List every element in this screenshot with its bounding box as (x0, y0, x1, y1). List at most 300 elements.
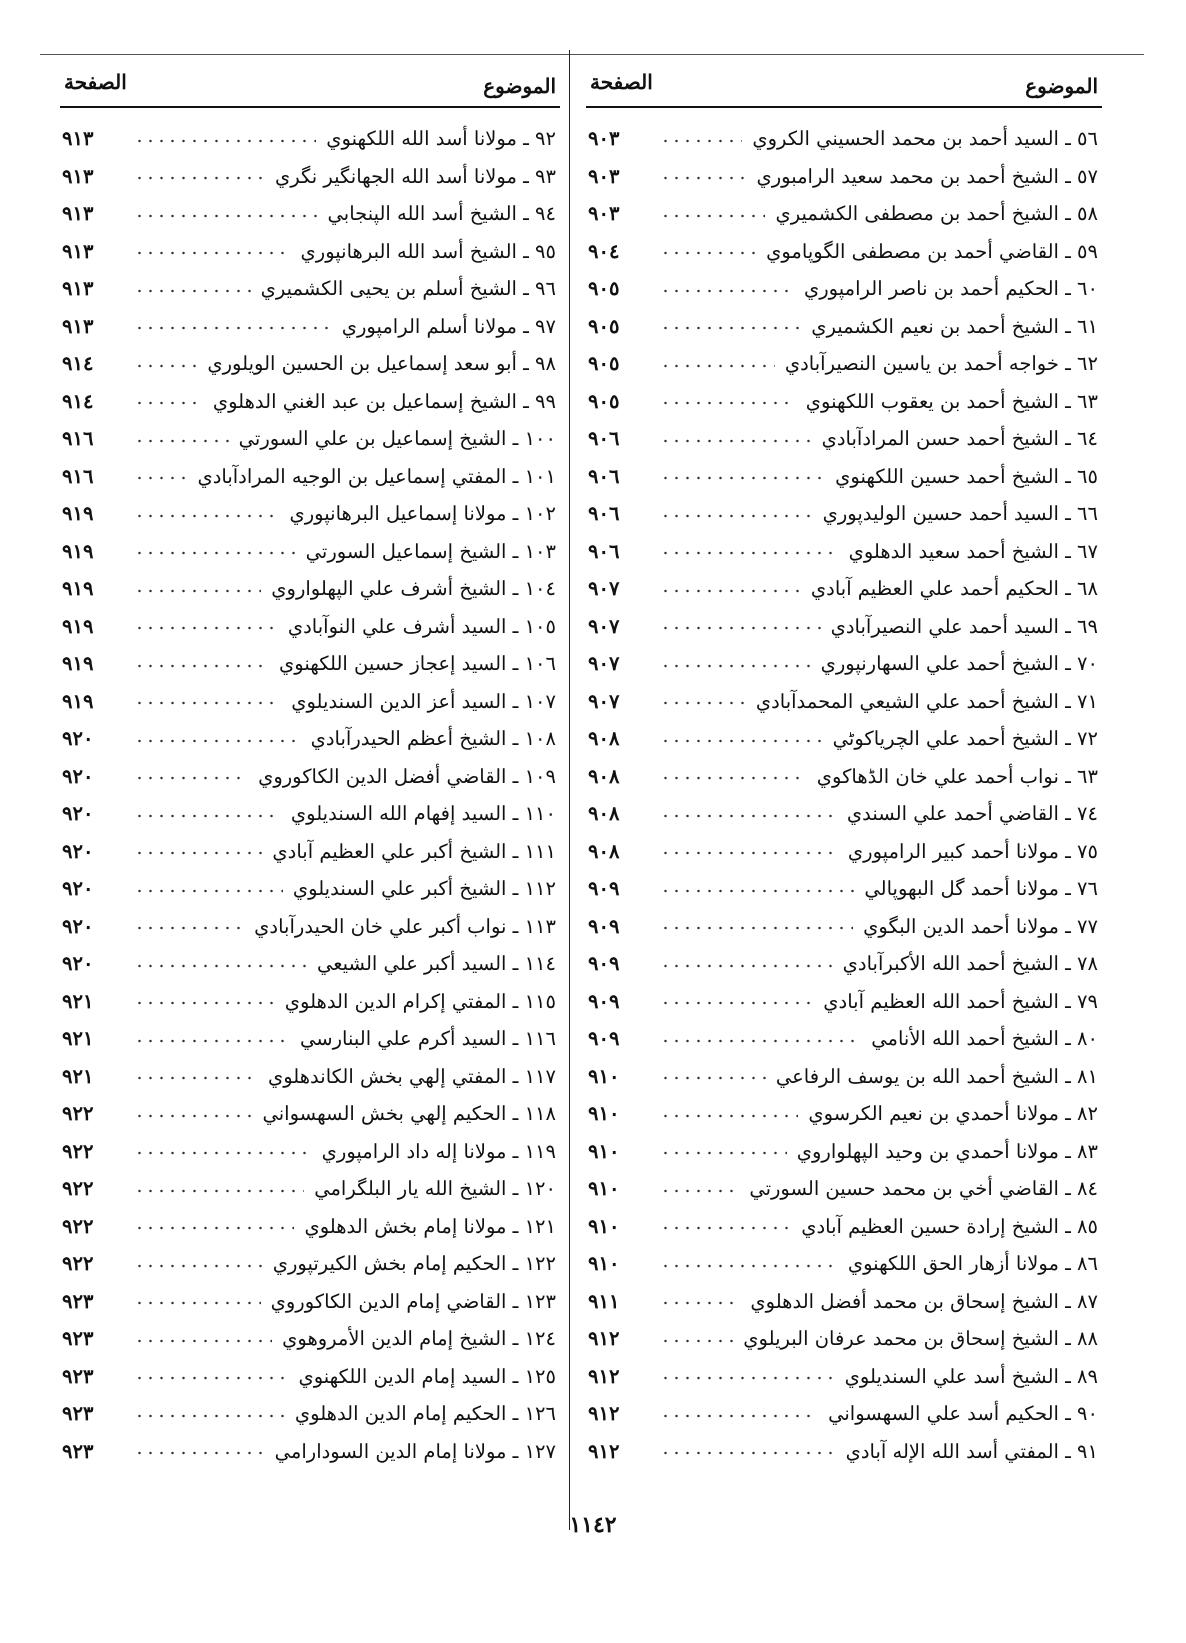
dot-leader (660, 809, 837, 823)
entry-page-number: ٩٢٠ (62, 764, 94, 788)
dot-leader (660, 1146, 787, 1160)
dot-leader (660, 734, 823, 748)
entry-title: ١٢٤ ـ الشيخ إمام الدين الأمروهوي (282, 1327, 556, 1351)
entry-title: ٧٤ ـ القاضي أحمد علي السندي (846, 802, 1098, 826)
entry-title: ٥٨ ـ الشيخ أحمد بن مصطفى الكشميري (775, 202, 1098, 226)
dot-leader (660, 1109, 798, 1123)
index-entry (60, 345, 560, 383)
index-entry (586, 870, 1102, 908)
entry-title: ٨٤ ـ القاضي أخي بن محمد حسين السورتي (749, 1177, 1098, 1201)
dot-leader (660, 1296, 740, 1310)
entry-page-number: ٩٠٥ (588, 277, 620, 301)
dot-leader (134, 509, 280, 523)
dot-leader (134, 1184, 304, 1198)
entry-title: ٨١ ـ الشيخ أحمد الله بن يوسف الرفاعي (775, 1064, 1098, 1088)
entry-title: ٩٢ ـ مولانا أسد الله اللكهنوي (326, 127, 556, 151)
entry-title: ٧٩ ـ الشيخ أحمد الله العظيم آبادي (823, 989, 1098, 1013)
right-entry-list (586, 108, 1102, 1470)
index-entry (60, 683, 560, 721)
entry-page-number: ٩١٠ (588, 1252, 620, 1276)
index-entry (586, 158, 1102, 196)
entry-title: ١٠٤ ـ الشيخ أشرف علي الپهلواروي (271, 577, 556, 601)
index-entry (586, 1058, 1102, 1096)
entry-page-number: ٩٢٠ (62, 839, 94, 863)
dot-leader (660, 1221, 791, 1235)
topic-heading: الموضوع (1025, 74, 1098, 98)
dot-leader (660, 246, 756, 260)
index-entry (60, 308, 560, 346)
dot-leader (660, 284, 794, 298)
entry-page-number: ٩٢٢ (62, 1252, 94, 1276)
entry-title: ٥٩ ـ القاضي أحمد بن مصطفى الگوپاموي (766, 239, 1098, 263)
entry-page-number: ٩٢٣ (62, 1327, 94, 1351)
index-entry (586, 1208, 1102, 1246)
entry-page-number: ٩١٩ (62, 502, 94, 526)
index-entry (586, 833, 1102, 871)
dot-leader (660, 771, 807, 785)
page-number: ١١٤٢ (569, 1512, 617, 1538)
left-entry-list (60, 108, 560, 1470)
entry-page-number: ٩١٦ (62, 427, 94, 451)
entry-page-number: ٩١٣ (62, 202, 94, 226)
index-entry (586, 570, 1102, 608)
entry-title: ٨٩ ـ الشيخ أسد علي السنديلوي (844, 1364, 1098, 1388)
index-entry (60, 233, 560, 271)
dot-leader (134, 621, 278, 635)
entry-page-number: ٩٢٠ (62, 877, 94, 901)
page-heading: الصفحة (64, 70, 127, 94)
entry-page-number: ٩٠٧ (588, 577, 620, 601)
index-entry (586, 1358, 1102, 1396)
entry-title: ١٠٧ ـ السيد أعز الدين السنديلوي (291, 689, 556, 713)
dot-leader (660, 1446, 836, 1460)
entry-page-number: ٩٠٤ (588, 239, 620, 263)
dot-leader (134, 959, 307, 973)
dot-leader (134, 1446, 265, 1460)
entry-title: ٨٧ ـ الشيخ إسحاق بن محمد أفضل الدهلوي (750, 1289, 1098, 1313)
left-column (60, 62, 560, 1470)
index-entry (60, 1208, 560, 1246)
entry-page-number: ٩٢٣ (62, 1364, 94, 1388)
dot-leader (660, 846, 838, 860)
entry-title: ٦٨ ـ الحكيم أحمد علي العظيم آبادي (810, 577, 1098, 601)
entry-page-number: ٩١٩ (62, 652, 94, 676)
dot-leader (134, 284, 251, 298)
index-entry (60, 458, 560, 496)
dot-leader (134, 434, 229, 448)
dot-leader (660, 1409, 818, 1423)
dot-leader (660, 171, 746, 185)
entry-page-number: ٩١٠ (588, 1177, 620, 1201)
dot-leader (660, 884, 854, 898)
index-entry (586, 345, 1102, 383)
entry-title: ٩٥ ـ الشيخ أسد الله البرهانپوري (300, 239, 556, 263)
entry-title: ٦٣ ـ الشيخ أحمد بن يعقوب اللكهنوي (805, 389, 1098, 413)
dot-leader (134, 1296, 261, 1310)
right-column (586, 62, 1102, 1470)
index-entry (60, 420, 560, 458)
index-entry (586, 383, 1102, 421)
index-entry (586, 1433, 1102, 1471)
entry-page-number: ٩٠٣ (588, 127, 620, 151)
entry-page-number: ٩٠٦ (588, 539, 620, 563)
dot-leader (134, 1109, 253, 1123)
index-entry (586, 1395, 1102, 1433)
dot-leader (660, 959, 833, 973)
dot-leader (660, 321, 801, 335)
index-entry (60, 1320, 560, 1358)
index-entry (586, 458, 1102, 496)
index-entry (586, 908, 1102, 946)
entry-title: ١٠٦ ـ السيد إعجاز حسين اللكهنوي (279, 652, 556, 676)
page-heading: الصفحة (590, 70, 653, 94)
index-entry (586, 1095, 1102, 1133)
entry-page-number: ٩١٣ (62, 277, 94, 301)
index-entry (60, 1433, 560, 1471)
entry-page-number: ٩٠٩ (588, 989, 620, 1013)
dot-leader (660, 996, 813, 1010)
entry-page-number: ٩٠٩ (588, 877, 620, 901)
index-entry (60, 195, 560, 233)
dot-leader (660, 359, 775, 373)
entry-page-number: ٩٠٣ (588, 164, 620, 188)
dot-leader (134, 396, 203, 410)
entry-title: ٥٧ ـ الشيخ أحمد بن محمد سعيد الرامبوري (756, 164, 1098, 188)
entry-title: ١٢٧ ـ مولانا إمام الدين السودارامي (274, 1439, 556, 1463)
index-entry (586, 420, 1102, 458)
entry-page-number: ٩١٠ (588, 1139, 620, 1163)
entry-title: ١٠٩ ـ القاضي أفضل الدين الكاكوروي (258, 764, 556, 788)
entry-title: ٧٧ ـ مولانا أحمد الدين البگوي (863, 914, 1098, 938)
entry-page-number: ٩٠٦ (588, 427, 620, 451)
entry-page-number: ٩٠٨ (588, 727, 620, 751)
entry-page-number: ٩٢٢ (62, 1177, 94, 1201)
entry-page-number: ٩١٣ (62, 127, 94, 151)
dot-leader (660, 546, 839, 560)
index-entry (586, 1245, 1102, 1283)
entry-title: ٨٥ ـ الشيخ إرادة حسين العظيم آبادي (801, 1214, 1098, 1238)
index-entry (60, 833, 560, 871)
index-entry (586, 1170, 1102, 1208)
entry-page-number: ٩٢٠ (62, 914, 94, 938)
entry-page-number: ٩٠٨ (588, 802, 620, 826)
entry-page-number: ٩١٢ (588, 1364, 620, 1388)
index-entry (60, 120, 560, 158)
dot-leader (134, 584, 261, 598)
index-entry (60, 1058, 560, 1096)
index-entry (60, 608, 560, 646)
entry-page-number: ٩٢٠ (62, 727, 94, 751)
dot-leader (660, 659, 811, 673)
right-column-header (586, 62, 1102, 108)
index-entry (60, 983, 560, 1021)
index-entry (60, 720, 560, 758)
entry-page-number: ٩٢٢ (62, 1214, 94, 1238)
dot-leader (134, 696, 281, 710)
entry-title: ٧٠ ـ الشيخ أحمد علي السهارنپوري (820, 652, 1098, 676)
entry-page-number: ٩٠٧ (588, 652, 620, 676)
entry-title: ٨٠ ـ الشيخ أحمد الله الأنامي (871, 1027, 1098, 1051)
entry-title: ٧٥ ـ مولانا أحمد كبير الرامپوري (847, 839, 1098, 863)
entry-title: ٨٣ ـ مولانا أحمدي بن وحيد الپهلواروي (796, 1139, 1098, 1163)
entry-title: ١٢٢ ـ الحكيم إمام بخش الكيرتپوري (272, 1252, 556, 1276)
dot-leader (134, 1334, 272, 1348)
index-entry (60, 383, 560, 421)
entry-title: ١٠١ ـ المفتي إسماعيل بن الوجيه المرادآبادي (197, 464, 556, 488)
dot-leader (134, 246, 291, 260)
top-rule (40, 54, 1144, 55)
index-entry (60, 1133, 560, 1171)
index-entry (60, 758, 560, 796)
dot-leader (134, 134, 316, 148)
dot-leader (660, 509, 813, 523)
entry-page-number: ٩٠٧ (588, 689, 620, 713)
index-entry (586, 758, 1102, 796)
index-entry (60, 495, 560, 533)
dot-leader (134, 771, 248, 785)
entry-title: ١٠٠ ـ الشيخ إسماعيل بن علي السورتي (238, 427, 556, 451)
entry-page-number: ٩١٠ (588, 1102, 620, 1126)
entry-page-number: ٩٠٦ (588, 464, 620, 488)
dot-leader (660, 1371, 835, 1385)
entry-page-number: ٩٢٢ (62, 1139, 94, 1163)
entry-title: ٩٧ ـ مولانا أسلم الرامپوري (341, 314, 556, 338)
dot-leader (660, 584, 801, 598)
entry-title: ١٠٣ ـ الشيخ إسماعيل السورتي (305, 539, 556, 563)
entry-title: ٦١ ـ الشيخ أحمد بن نعيم الكشميري (811, 314, 1098, 338)
entry-page-number: ٩١٢ (588, 1439, 620, 1463)
dot-leader (134, 171, 265, 185)
entry-title: ١٠٨ ـ الشيخ أعظم الحيدرآبادي (310, 727, 556, 751)
dot-leader (660, 1071, 766, 1085)
entry-page-number: ٩١٩ (62, 577, 94, 601)
dot-leader (134, 1034, 290, 1048)
entry-title: ٦٩ ـ السيد أحمد علي النصيرآبادي (830, 614, 1098, 638)
index-entry (60, 1283, 560, 1321)
entry-page-number: ٩٢٢ (62, 1102, 94, 1126)
entry-title: ١٢١ ـ مولانا إمام بخش الدهلوي (304, 1214, 556, 1238)
index-entry (586, 608, 1102, 646)
index-entry (586, 983, 1102, 1021)
entry-page-number: ٩١٠ (588, 1214, 620, 1238)
entry-page-number: ٩٢١ (62, 1064, 94, 1088)
index-entry (586, 720, 1102, 758)
entry-page-number: ٩١١ (588, 1289, 620, 1313)
index-entry (586, 945, 1102, 983)
index-entry (586, 308, 1102, 346)
entry-title: ٩١ ـ المفتي أسد الله الإله آبادي (845, 1439, 1098, 1463)
index-entry (586, 495, 1102, 533)
dot-leader (660, 621, 821, 635)
index-entry (586, 645, 1102, 683)
index-entry (586, 233, 1102, 271)
dot-leader (134, 1146, 312, 1160)
entry-title: ٧٢ ـ الشيخ أحمد علي الچرياكوٹي (832, 727, 1098, 751)
entry-title: ١١٢ ـ الشيخ أكبر علي السنديلوي (292, 877, 556, 901)
entry-title: ١١٧ ـ المفتي إلهي بخش الكاندهلوي (267, 1064, 556, 1088)
index-entry (60, 570, 560, 608)
dot-leader (134, 809, 281, 823)
entry-page-number: ٩٠٥ (588, 389, 620, 413)
entry-title: ٧١ ـ الشيخ أحمد علي الشيعي المحمدآبادي (755, 689, 1098, 713)
dot-leader (134, 546, 296, 560)
index-entry (60, 870, 560, 908)
index-entry (60, 1020, 560, 1058)
entry-page-number: ٩١٢ (588, 1402, 620, 1426)
dot-leader (660, 1334, 733, 1348)
index-entry (586, 1320, 1102, 1358)
entry-page-number: ٩١٢ (588, 1327, 620, 1351)
index-entry (586, 1133, 1102, 1171)
index-entry (60, 270, 560, 308)
dot-leader (660, 1034, 861, 1048)
entry-title: ٩٨ ـ أبو سعد إسماعيل بن الحسين الويلوري (207, 352, 556, 376)
entry-page-number: ٩١٣ (62, 164, 94, 188)
entry-title: ٩٤ ـ الشيخ أسد الله الپنجابي (327, 202, 556, 226)
index-entry (60, 945, 560, 983)
index-entry (586, 120, 1102, 158)
entry-page-number: ٩٠٧ (588, 614, 620, 638)
dot-leader (660, 921, 853, 935)
entry-title: ١٢٦ ـ الحكيم إمام الدين الدهلوي (294, 1402, 556, 1426)
entry-page-number: ٩١٤ (62, 352, 94, 376)
entry-page-number: ٩١٣ (62, 239, 94, 263)
dot-leader (134, 659, 269, 673)
entry-title: ٧٦ ـ مولانا أحمد گل البهوپالي (864, 877, 1098, 901)
entry-title: ٨٢ ـ مولانا أحمدي بن نعيم الكرسوي (808, 1102, 1098, 1126)
entry-title: ٩٩ ـ الشيخ إسماعيل بن عبد الغني الدهلوي (212, 389, 556, 413)
index-entry (60, 1395, 560, 1433)
entry-page-number: ٩٠٩ (588, 914, 620, 938)
entry-title: ٦٤ ـ الشيخ أحمد حسن المرادآبادي (821, 427, 1098, 451)
index-entry (586, 533, 1102, 571)
entry-title: ١١٨ ـ الحكيم إلهي بخش السهسواني (262, 1102, 556, 1126)
dot-leader (134, 359, 197, 373)
dot-leader (134, 996, 275, 1010)
index-entry (60, 1170, 560, 1208)
entry-title: ١١٤ ـ السيد أكبر علي الشيعي (317, 952, 556, 976)
index-entry (60, 1095, 560, 1133)
index-entry (586, 1020, 1102, 1058)
left-column-header (60, 62, 560, 108)
entry-page-number: ٩٠٩ (588, 952, 620, 976)
dot-leader (134, 846, 262, 860)
index-entry (60, 795, 560, 833)
entry-page-number: ٩١٦ (62, 464, 94, 488)
entry-page-number: ٩٢٠ (62, 952, 94, 976)
dot-leader (134, 1371, 288, 1385)
dot-leader (134, 1071, 258, 1085)
entry-title: ٦٦ ـ السيد أحمد حسين الوليدپوري (822, 502, 1098, 526)
dot-leader (134, 884, 283, 898)
index-entry (586, 195, 1102, 233)
entry-title: ١٠٢ ـ مولانا إسماعيل البرهانپوري (289, 502, 556, 526)
index-entry (586, 1283, 1102, 1321)
dot-leader (660, 434, 812, 448)
entry-title: ٩٠ ـ الحكيم أسد علي السهسواني (828, 1402, 1098, 1426)
entry-page-number: ٩٢١ (62, 989, 94, 1013)
entry-title: ١١١ ـ الشيخ أكبر علي العظيم آبادي (272, 839, 556, 863)
entry-page-number: ٩٢٣ (62, 1402, 94, 1426)
dot-leader (134, 1409, 285, 1423)
entry-title: ٦٢ ـ خواجه أحمد بن ياسين النصيرآبادي (784, 352, 1098, 376)
entry-title: ١٢٥ ـ السيد إمام الدين اللكهنوي (298, 1364, 556, 1388)
entry-title: ٧٨ ـ الشيخ أحمد الله الأكبرآبادي (842, 952, 1098, 976)
dot-leader (134, 471, 187, 485)
entry-page-number: ٩٢٠ (62, 802, 94, 826)
entry-title: ١١٣ ـ نواب أكبر علي خان الحيدرآبادي (254, 914, 556, 938)
index-entry (586, 795, 1102, 833)
dot-leader (660, 134, 742, 148)
entry-page-number: ٩٠٥ (588, 352, 620, 376)
dot-leader (134, 321, 332, 335)
entry-page-number: ٩١٠ (588, 1064, 620, 1088)
index-entry (60, 1245, 560, 1283)
dot-leader (134, 1259, 263, 1273)
dot-leader (660, 1259, 838, 1273)
entry-title: ١٢٣ ـ القاضي إمام الدين الكاكوروي (270, 1289, 556, 1313)
entry-page-number: ٩٠٨ (588, 839, 620, 863)
entry-title: ٦٧ ـ الشيخ أحمد سعيد الدهلوي (848, 539, 1098, 563)
entry-title: ١١٦ ـ السيد أكرم علي البنارسي (300, 1027, 556, 1051)
dot-leader (134, 734, 301, 748)
index-entry (60, 533, 560, 571)
index-entry (586, 683, 1102, 721)
entry-title: ١٠٥ ـ السيد أشرف علي النوآبادي (287, 614, 556, 638)
dot-leader (134, 1221, 294, 1235)
entry-page-number: ٩٠٩ (588, 1027, 620, 1051)
entry-page-number: ٩٠٥ (588, 314, 620, 338)
entry-title: ٩٦ ـ الشيخ أسلم بن يحيى الكشميري (260, 277, 556, 301)
entry-title: ٨٨ ـ الشيخ إسحاق بن محمد عرفان البريلوي (743, 1327, 1098, 1351)
entry-title: ٦٠ ـ الحكيم أحمد بن ناصر الرامپوري (804, 277, 1098, 301)
entry-title: ٦٣ ـ نواب أحمد علي خان الڈهاكوي (816, 764, 1098, 788)
entry-title: ١١٠ ـ السيد إفهام الله السنديلوي (290, 802, 556, 826)
entry-title: ٨٦ ـ مولانا أزهار الحق اللكهنوي (847, 1252, 1098, 1276)
dot-leader (134, 921, 244, 935)
dot-leader (134, 209, 318, 223)
dot-leader (660, 471, 825, 485)
entry-page-number: ٩٢٣ (62, 1439, 94, 1463)
column-divider (569, 50, 570, 1530)
entry-page-number: ٩٠٣ (588, 202, 620, 226)
entry-title: ٩٣ ـ مولانا أسد الله الجهانگير نگري (274, 164, 556, 188)
entry-page-number: ٩٠٨ (588, 764, 620, 788)
index-entry (586, 270, 1102, 308)
dot-leader (660, 396, 796, 410)
entry-title: ١١٥ ـ المفتي إكرام الدين الدهلوي (284, 989, 556, 1013)
entry-page-number: ٩١٣ (62, 314, 94, 338)
entry-page-number: ٩١٤ (62, 389, 94, 413)
dot-leader (660, 1184, 739, 1198)
entry-title: ٥٦ ـ السيد أحمد بن محمد الحسيني الكروي (752, 127, 1098, 151)
entry-page-number: ٩٠٦ (588, 502, 620, 526)
index-entry (60, 158, 560, 196)
entry-title: ٦٥ ـ الشيخ أحمد حسين اللكهنوي (835, 464, 1098, 488)
entry-page-number: ٩١٩ (62, 689, 94, 713)
entry-page-number: ٩١٩ (62, 539, 94, 563)
dot-leader (660, 696, 746, 710)
entry-page-number: ٩١٩ (62, 614, 94, 638)
entry-page-number: ٩٢١ (62, 1027, 94, 1051)
dot-leader (660, 209, 765, 223)
entry-title: ١٢٠ ـ الشيخ الله يار البلگرامي (314, 1177, 556, 1201)
entry-title: ١١٩ ـ مولانا إله داد الرامپوري (321, 1139, 556, 1163)
index-entry (60, 908, 560, 946)
index-entry (60, 1358, 560, 1396)
topic-heading: الموضوع (483, 74, 556, 98)
entry-page-number: ٩٢٣ (62, 1289, 94, 1313)
